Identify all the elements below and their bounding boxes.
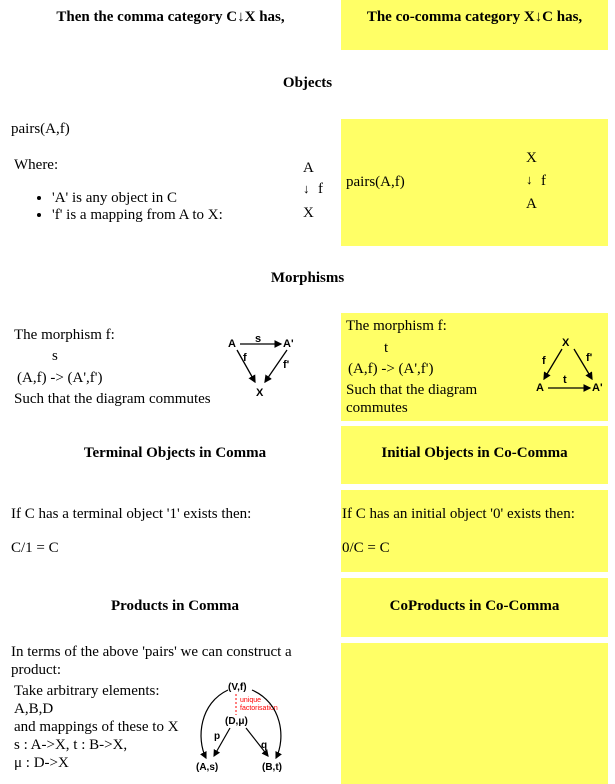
diagram-label-p: p — [214, 731, 221, 742]
comma-objects-diagram-top: A — [303, 160, 314, 176]
cocomma-initial-body-panel — [341, 490, 608, 572]
diagram-label-f-prime: f' — [586, 352, 593, 364]
products-line5: and mappings of these to X — [14, 719, 179, 735]
cocomma-objects-diagram-top: X — [526, 150, 537, 166]
diagram-node-bt: (B,t) — [262, 762, 282, 773]
products-line3: Take arbitrary elements: — [14, 683, 160, 699]
comma-objects-bullets — [30, 190, 223, 224]
diagram-node-X: X — [562, 337, 570, 349]
comma-objects-diagram-bottom: X — [303, 205, 314, 221]
product-diagram — [190, 678, 300, 773]
list-item: • 'A' is any object in C — [52, 190, 223, 207]
products-line1: In terms of the above 'pairs' we can construct a — [11, 644, 292, 660]
diagram-node-A: A — [536, 382, 544, 394]
diagram-arrow-left-curve — [201, 690, 228, 758]
diagram-node-A-prime: A' — [592, 382, 603, 394]
comma-objects-diagram-arrow: ↓ — [303, 181, 310, 196]
cocomma-morphisms-t: t — [384, 340, 389, 356]
comma-morphisms-line3: Such that the diagram commutes — [14, 391, 211, 407]
diagram-node-X: X — [256, 387, 264, 399]
comma-morphism-diagram — [225, 330, 305, 400]
morphisms-heading: Morphisms — [270, 270, 345, 286]
diagram-node-as: (A,s) — [196, 762, 219, 773]
diagram-label-s: s — [255, 333, 262, 345]
cocomma-objects-diagram-bottom: A — [526, 196, 537, 212]
products-line7: μ : D->X — [14, 755, 69, 771]
cocomma-coproducts-heading: CoProducts in Co-Comma — [389, 598, 560, 614]
comma-objects-diagram-label: f — [318, 181, 323, 197]
cocomma-morphisms-line4: commutes — [346, 400, 408, 416]
diagram-node-dmu: (D,μ) — [225, 716, 248, 727]
cocomma-morphisms-line3: Such that the diagram — [346, 382, 478, 398]
cocomma-initial-eq: 0/C = C — [342, 540, 390, 556]
diagram-label-unique: unique — [240, 697, 262, 704]
comma-header-title: Then the comma category C↓X has, — [56, 9, 285, 25]
diagram-label-f-prime: f' — [283, 359, 290, 371]
comma-terminal-eq: C/1 = C — [11, 540, 59, 556]
comma-products-heading: Products in Comma — [110, 598, 240, 614]
diagram-node-vf: (V,f) — [228, 682, 247, 693]
cocomma-objects-diagram-arrow: ↓ — [526, 172, 533, 187]
diagram-label-factorisation: factorisation — [240, 705, 278, 712]
cocomma-objects-pairs: pairs(A,f) — [346, 174, 405, 190]
comma-morphisms-line2: (A,f) -> (A',f') — [17, 370, 103, 386]
products-line2: product: — [11, 662, 61, 678]
diagram-label-t: t — [563, 374, 567, 386]
objects-heading: Objects — [282, 75, 333, 91]
diagram-label-f: f — [243, 352, 247, 364]
cocomma-coproducts-body-panel — [341, 643, 608, 784]
list-item: • 'f' is a mapping from A to X: — [52, 207, 223, 224]
products-line6: s : A->X, t : B->X, — [14, 737, 128, 753]
cocomma-initial-heading: Initial Objects in Co-Comma — [381, 445, 568, 461]
comma-objects-where: Where: — [14, 157, 59, 173]
cocomma-objects-diagram-label: f — [541, 173, 546, 189]
diagram-arrow-f — [544, 349, 562, 379]
cocomma-header-title: The co-comma category X↓C has, — [366, 9, 583, 25]
cocomma-morphism-diagram — [532, 330, 608, 400]
comma-objects-pairs: pairs(A,f) — [11, 121, 70, 137]
diagram-node-A: A — [228, 338, 236, 350]
cocomma-morphisms-line2: (A,f) -> (A',f') — [348, 361, 434, 377]
products-line4: A,B,D — [14, 701, 54, 717]
comma-morphisms-line1: The morphism f: — [14, 327, 115, 343]
diagram-label-f: f — [542, 355, 546, 367]
diagram-label-q: q — [261, 740, 268, 751]
comma-terminal-text: If C has a terminal object '1' exists then: — [11, 506, 252, 522]
comma-terminal-heading: Terminal Objects in Comma — [83, 445, 267, 461]
diagram-node-A-prime: A' — [283, 338, 294, 350]
cocomma-initial-text: If C has an initial object '0' exists then: — [342, 506, 575, 522]
cocomma-morphisms-line1: The morphism f: — [346, 318, 447, 334]
comma-morphisms-s: s — [52, 348, 58, 364]
